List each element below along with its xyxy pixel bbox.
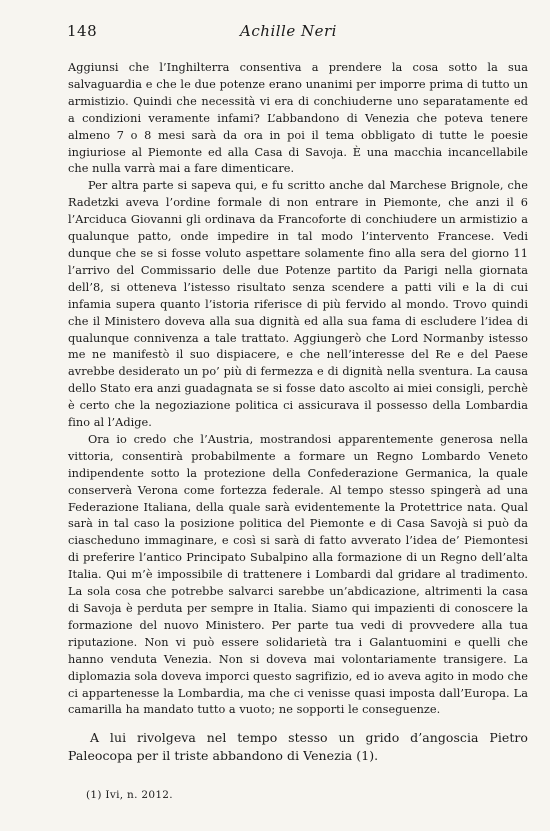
running-head: Achille Neri — [240, 22, 337, 40]
paragraph: A lui rivolgeva nel tempo stesso un grido d’angoscia Pietro Paleocopa per il triste abbandono di Venezia (1). — [68, 730, 528, 764]
paragraph: Ora io credo che l’Austria, mostrandosi apparentemente generosa nella vittoria, consentirà probabilmente a formare un Regno Lombardo Veneto indipendente sotto la protezione della Confederazione Germanica, la quale conserverà Verona come fortezza federale. Al tempo stesso spingerà ad una Federazione Italiana, della quale sarà evidentemente la Protettrice nata. Qual sarà in tal caso la posizione politica del Piemonte e di Casa Savojà si può da ciascheduno immaginare, e così si sarà di fatto avverato l’idea de’ Piemontesi di preferire l’antico Principato Subalpino alla formazione di un Regno dell’alta Italia. Qui m’è impossibile di trattenere i Lombardi dal gridare al tradimento. La sola cosa che potrebbe salvarci sarebbe un’abdicazione, altrimenti la casa di Savoja è perduta per sempre in Italia. Siamo qui impazienti di conoscere la formazione del nuovo Ministero. Per parte tua vedi di provvedere alla tua riputazione. Non vi può essere solidarietà tra i Galantuomini e quelli che hanno venduta Venezia. Non si doveva mai volontariamente transigere. La diplomazia sola doveva imporci questo sagrifizio, ed io aveva agito in modo che ci appartenesse la Lombardia, ma che ci venisse quasi imposta dall’Europa. La camarilla ha mandato tutto a vuoto; ne sopporti le conseguenze. — [68, 432, 528, 717]
footnote: (1) Ivi, n. 2012. — [86, 789, 173, 801]
page-number: 148 — [67, 22, 98, 40]
paragraph: Aggiunsi che l’Inghilterra consentiva a prendere la cosa sotto la sua salvaguardia e che le due potenze erano unanimi per imporre prima di tutto un armistizio. Quindi che necessità vi era di conchiuderne uno separatamente ed a condizioni veramente infami? L’abbandono di Venezia che poteva tenere almeno 7 o 8 mesi sarà da ora in poi il tema obbligato di tutte le poesie ingiuriose al Piemonte ed alla Casa di Savoja. È una macchia incancellabile che nulla varrà mai a fare dimenticare. — [68, 61, 528, 176]
paragraph: Per altra parte si sapeva qui, e fu scritto anche dal Marchese Brignole, che Radetzki aveva l’ordine formale di non entrare in Piemonte, che anzi il 6 l’Arciduca Giovanni gli ordinava da Francoforte di conchiudere un armistizio a qualunque patto, onde impedire in tal modo l’intervento Francese. Vedi dunque che se si fosse voluto aspettare solamente fino alla sera del giorno 11 l’arrivo del Commissario delle due Potenze partito da Parigi nella giornata dell’8, si otteneva l’istesso risultato senza scendere a patti vili e la di cui infamia supera quanto l’istoria riferisce di più fervido al mondo. Trovo quindi che il Ministero doveva alla sua dignità ed alla sua fama di escludere l’idea di qualunque connivenza a tale trattato. Aggiungerò che Lord Normanby istesso me ne manifestò il suo dispiacere, e che nell’interesse del Re e del Paese avrebbe desiderato un po’ più di fermezza e di dignità nella sventura. La causa dello Stato era anzi guadagnata se si fosse dato ascolto ai miei consigli, perchè è certo che la negoziazione politica ci assicurava il possesso della Lombardia fino al l’Adige. — [68, 179, 528, 430]
page-header — [67, 22, 510, 44]
body-text — [68, 60, 528, 765]
